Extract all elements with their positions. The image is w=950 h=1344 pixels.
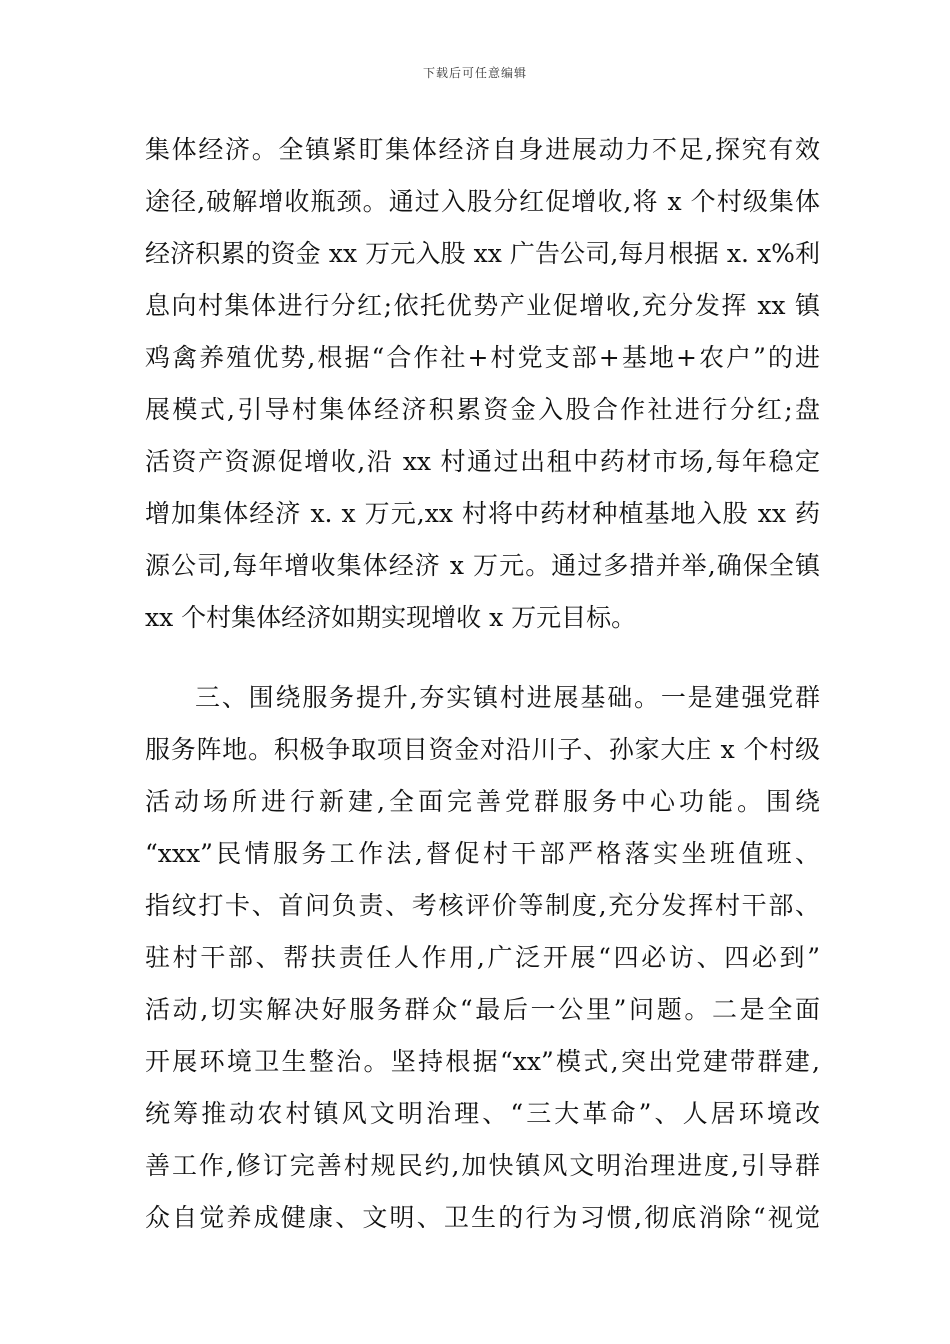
- text-line: 鸡禽养殖优势,根据“合作社+村党支部+基地+农户”的进: [145, 343, 820, 372]
- text-line: 开展环境卫生整治。坚持根据“xx”模式,突出党建带群建,: [145, 1047, 820, 1076]
- text-line: 活动场所进行新建,全面完善党群服务中心功能。围绕: [145, 787, 820, 816]
- text-line: 活资产资源促增收,沿 xx 村通过出租中药材市场,每年稳定: [145, 447, 820, 476]
- text-line: 集体经济。全镇紧盯集体经济自身进展动力不足,探究有效: [145, 135, 820, 164]
- text-line: 指纹打卡、首问负责、考核评价等制度,充分发挥村干部、: [145, 891, 820, 920]
- text-line: 众自觉养成健康、文明、卫生的行为习惯,彻底消除“视觉: [145, 1203, 820, 1232]
- text-line: 途径,破解增收瓶颈。通过入股分红促增收,将 x 个村级集体: [145, 187, 820, 216]
- paragraph-collective-economy: [145, 124, 820, 644]
- text-line: 善工作,修订完善村规民约,加快镇风文明治理进度,引导群: [145, 1151, 820, 1180]
- text-line: 经济积累的资金 xx 万元入股 xx 广告公司,每月根据 x. x%利: [145, 239, 820, 268]
- text-line-last: xx 个村集体经济如期实现增收 x 万元目标。: [145, 603, 637, 632]
- text-line: 统筹推动农村镇风文明治理、“三大革命”、人居环境改: [145, 1099, 820, 1128]
- text-line: “xxx”民情服务工作法,督促村干部严格落实坐班值班、: [145, 839, 820, 868]
- paragraph-service-improvement: [145, 672, 820, 1244]
- text-line: 活动,切实解决好服务群众“最后一公里”问题。二是全面: [145, 995, 820, 1024]
- text-line: 源公司,每年增收集体经济 x 万元。通过多措并举,确保全镇: [145, 551, 820, 580]
- text-line: 驻村干部、帮扶责任人作用,广泛开展“四必访、四必到”: [145, 943, 820, 972]
- text-line: 息向村集体进行分红;依托优势产业促增收,充分发挥 xx 镇: [145, 291, 820, 320]
- text-line: 增加集体经济 x. x 万元,xx 村将中药材种植基地入股 xx 药: [145, 499, 820, 528]
- text-line: 服务阵地。积极争取项目资金对沿川子、孙家大庄 x 个村级: [145, 735, 820, 764]
- text-line: 展模式,引导村集体经济积累资金入股合作社进行分红;盘: [145, 395, 820, 424]
- text-line-first: 三、围绕服务提升,夯实镇村进展基础。一是建强党群: [195, 683, 820, 712]
- page-header: 下载后可任意编辑: [422, 66, 527, 80]
